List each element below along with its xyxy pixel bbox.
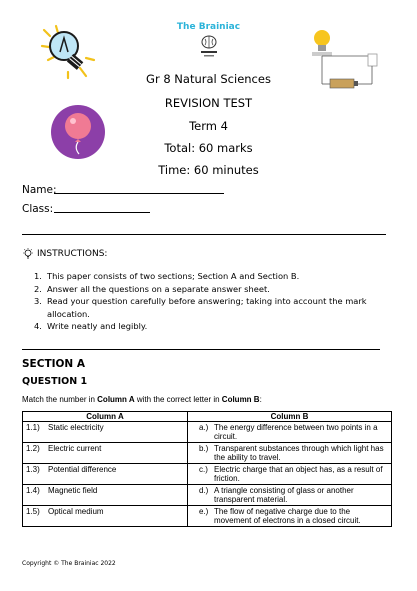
column-a-cell (23, 443, 188, 464)
column-b-header: Column B (188, 412, 392, 422)
column-b-cell (188, 506, 392, 527)
row-number: 1.5) (26, 507, 40, 516)
divider-top (22, 234, 386, 235)
definition-text: A triangle consisting of glass or another transparent material. (214, 486, 354, 504)
term-text: Electric current (48, 444, 102, 453)
table-header-row (23, 412, 392, 422)
instructions-list (34, 270, 394, 333)
column-b-cell (188, 443, 392, 464)
table-row (23, 485, 392, 506)
instructions-heading (22, 248, 107, 260)
instruction-number: 4. (34, 321, 42, 331)
term-label: Term 4 (189, 119, 228, 133)
instruction-item (34, 283, 394, 296)
class-label: Class: (22, 203, 54, 215)
definition-text: Transparent substances through which light has the ability to travel. (214, 444, 384, 462)
instruction-number: 2. (34, 283, 42, 294)
time-allowed: Time: 60 minutes (158, 163, 259, 177)
name-field[interactable] (54, 193, 224, 194)
lightbulb-icon (22, 248, 34, 260)
column-b-cell (188, 464, 392, 485)
table-row (23, 422, 392, 443)
column-a-cell (23, 506, 188, 527)
row-letter: a.) (199, 423, 209, 432)
row-letter: d.) (199, 486, 209, 495)
column-b-cell (188, 422, 392, 443)
copyright-footer: Copyright © The Brainiac 2022 (22, 560, 116, 567)
instruction-number: 3. (34, 296, 42, 306)
column-b-cell (188, 485, 392, 506)
instruction-text: Write neatly and legibly. (47, 321, 148, 331)
table-row (23, 443, 392, 464)
term-text: Static electricity (48, 423, 104, 432)
term-text: Magnetic field (48, 486, 98, 495)
class-field[interactable] (54, 212, 150, 213)
subject-title: Gr 8 Natural Sciences (146, 72, 271, 86)
instruction-part: Match the number in (22, 395, 98, 404)
column-a-cell (23, 422, 188, 443)
instruction-bold: Column B (221, 395, 260, 404)
term-text: Potential difference (48, 465, 117, 474)
row-letter: e.) (199, 507, 209, 516)
total-marks: Total: 60 marks (164, 141, 253, 155)
column-a-header: Column A (23, 412, 188, 422)
row-number: 1.3) (26, 465, 40, 474)
row-number: 1.1) (26, 423, 40, 432)
column-a-cell (23, 485, 188, 506)
row-letter: c.) (199, 465, 208, 474)
instruction-part: with the correct letter in (134, 395, 222, 404)
matching-table (22, 411, 392, 527)
definition-text: The flow of negative charge due to the movement of electrons in a closed circuit. (214, 507, 361, 525)
definition-text: The energy difference between two points in a circuit. (214, 423, 378, 441)
definition-text: Electric charge that an object has, as a result of friction. (214, 465, 383, 483)
instruction-item (34, 295, 394, 320)
question-title: QUESTION 1 (22, 376, 88, 387)
column-a-cell (23, 464, 188, 485)
instruction-text: This paper consists of two sections; Section A and Section B. (47, 271, 300, 281)
circuit-diagram-icon (302, 26, 386, 98)
divider-bottom (22, 349, 380, 350)
test-title: REVISION TEST (164, 96, 253, 110)
table-row (23, 506, 392, 527)
instructions-heading-text: INSTRUCTIONS: (37, 249, 108, 259)
section-title: SECTION A (22, 358, 86, 370)
instruction-bold: Column A (97, 395, 135, 404)
instruction-text: Read your question carefully before answering; taking into account the mark allocation. (47, 296, 367, 319)
row-letter: b.) (199, 444, 209, 453)
brain-logo-icon (198, 33, 220, 61)
instruction-part: : (259, 395, 262, 404)
row-number: 1.2) (26, 444, 40, 453)
instruction-item (34, 320, 394, 333)
table-row (23, 464, 392, 485)
instruction-number: 1. (34, 271, 42, 281)
row-number: 1.4) (26, 486, 40, 495)
term-text: Optical medium (48, 507, 104, 516)
instruction-text: Answer all the questions on a separate answer sheet. (47, 283, 270, 294)
name-label: Name: (22, 184, 57, 196)
brand-title: The Brainiac (176, 22, 241, 32)
question-instruction (22, 395, 262, 404)
instruction-item (34, 270, 394, 283)
